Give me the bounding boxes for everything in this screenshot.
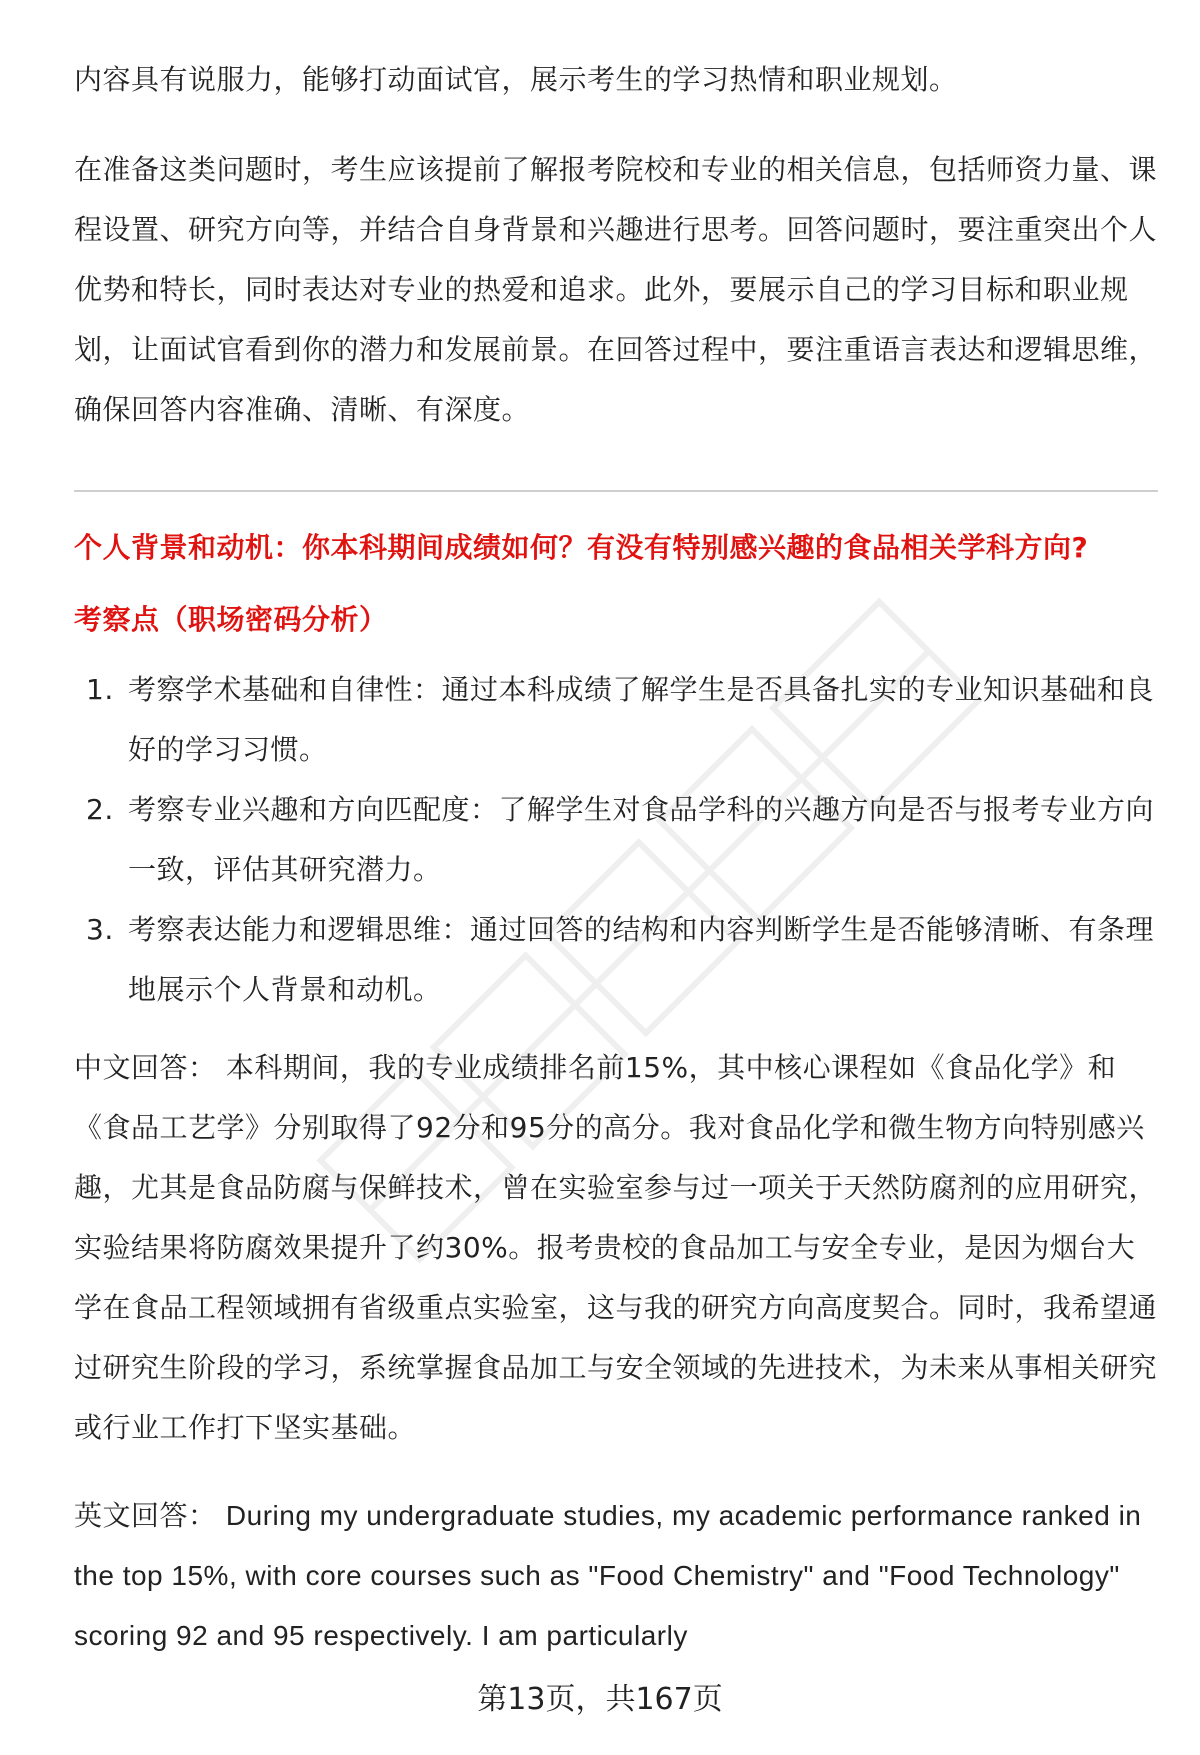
- english-answer: [74, 1486, 1160, 1666]
- list-number: 3.: [86, 913, 114, 946]
- document-page: [74, 50, 1160, 1666]
- english-answer-label: 英文回答：: [74, 1499, 217, 1532]
- list-number: 1.: [86, 673, 114, 706]
- section-divider: [74, 490, 1158, 492]
- intro-continuation: 内容具有说服力，能够打动面试官，展示考生的学习热情和职业规划。: [74, 63, 958, 96]
- chinese-answer-label: 中文回答：: [74, 1051, 217, 1084]
- list-item: [74, 660, 1160, 780]
- preparation-paragraph: 在准备这类问题时，考生应该提前了解报考院校和专业的相关信息，包括师资力量、课程设置、研究方向等，并结合自身背景和兴趣进行思考。回答问题时，要注重突出个人优势和特长，同时表达对专业的热爱和追求。此外，要展示自己的学习目标和职业规划，让面试官看到你的潜力和发展前景。在回答过程中，要注重语言表达和逻辑思维，确保回答内容准确、清晰、有深度。: [74, 153, 1158, 426]
- list-item: [74, 900, 1160, 1020]
- page-footer: 第13页，共167页: [477, 1682, 723, 1717]
- list-item-text: 考察专业兴趣和方向匹配度：了解学生对食品学科的兴趣方向是否与报考专业方向一致，评估其研究潜力。: [128, 793, 1155, 886]
- assessment-points-list: [74, 660, 1160, 1020]
- english-answer-text: During my undergraduate studies, my academic performance ranked in the top 15%, with core courses such as "Food Chemistry" and "Food Technology" scoring 92 and 95 respectively. I am particularly: [74, 1500, 1142, 1651]
- list-item: [74, 780, 1160, 900]
- list-number: 2.: [86, 793, 114, 826]
- chinese-answer-text: 本科期间，我的专业成绩排名前15%，其中核心课程如《食品化学》和《食品工艺学》分别取得了92分和95分的高分。我对食品化学和微生物方向特别感兴趣，尤其是食品防腐与保鲜技术，曾在实验室参与过一项关于天然防腐剂的应用研究，实验结果将防腐效果提升了约30%。报考贵校的食品加工与安全专业，是因为烟台大学在食品工程领域拥有省级重点实验室，这与我的研究方向高度契合。同时，我希望通过研究生阶段的学习，系统掌握食品加工与安全领域的先进技术，为未来从事相关研究或行业工作打下坚实基础。: [74, 1051, 1158, 1444]
- list-item-text: 考察学术基础和自律性：通过本科成绩了解学生是否具备扎实的专业知识基础和良好的学习习惯。: [128, 673, 1155, 766]
- question-title: 个人背景和动机：你本科期间成绩如何？有没有特别感兴趣的食品相关学科方向?: [74, 531, 1089, 564]
- points-heading: 考察点（职场密码分析）: [74, 603, 388, 636]
- list-item-text: 考察表达能力和逻辑思维：通过回答的结构和内容判断学生是否能够清晰、有条理地展示个人背景和动机。: [128, 913, 1155, 1006]
- chinese-answer: [74, 1038, 1160, 1458]
